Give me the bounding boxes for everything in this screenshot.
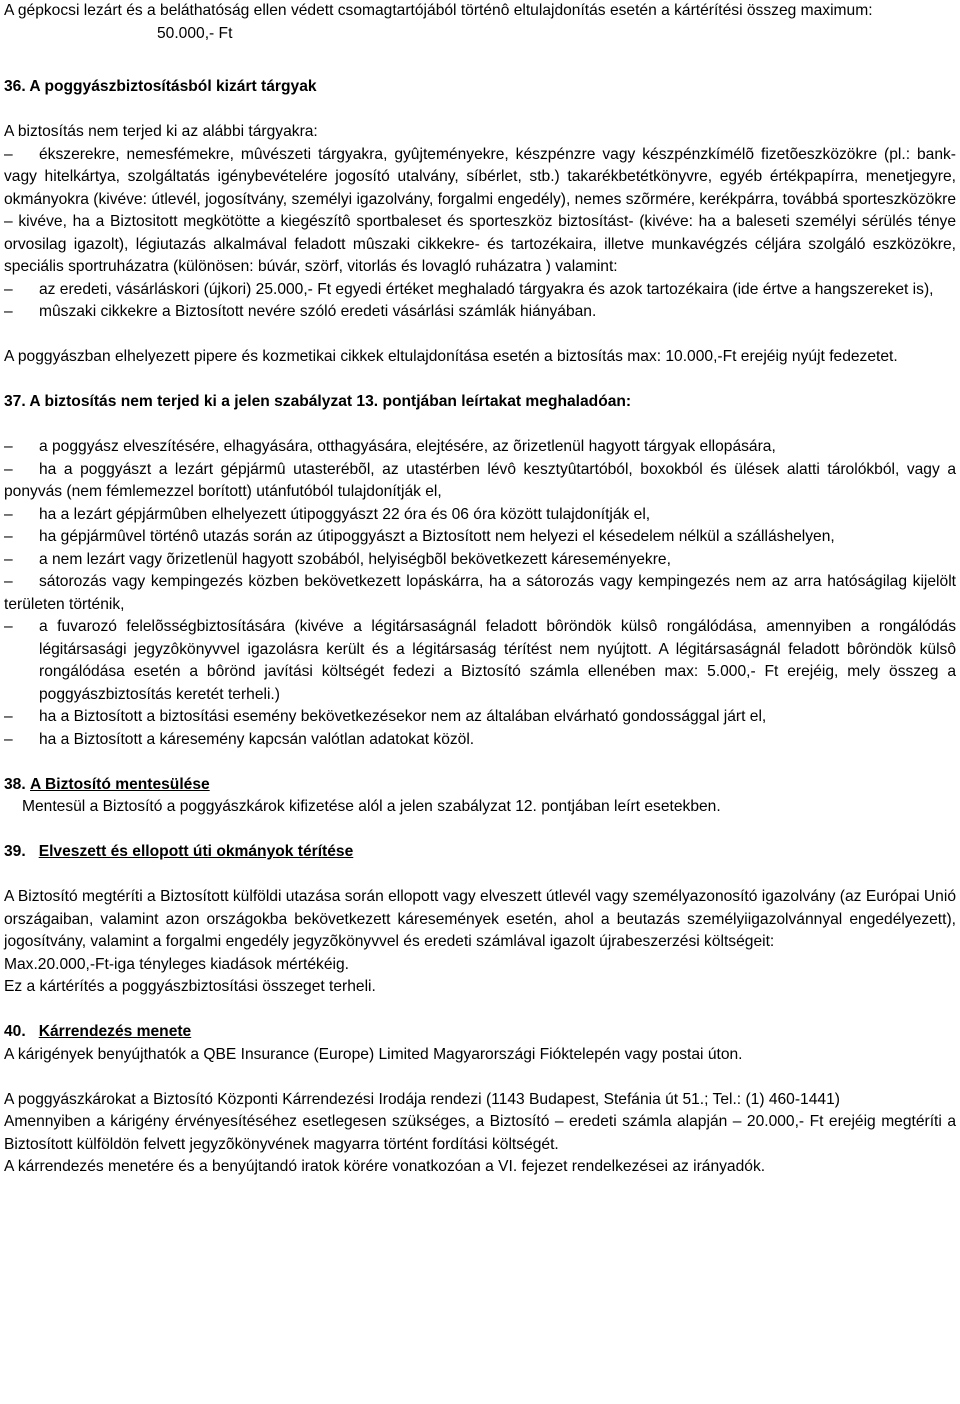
section-38-heading: [4, 774, 956, 797]
section-37-item: [4, 459, 956, 504]
section-36-body: [4, 144, 956, 279]
section-37-item-text: a poggyász elveszítésére, elhagyására, otthagyására, elejtésére, az õrizetlenül hagyott tárgyak ellopására,: [39, 438, 776, 455]
section-37-item: [4, 526, 956, 549]
section-37-item-text: a nem lezárt vagy õrizetlenül hagyott szobából, helyiségbõl bekövetkezett káreseményekre,: [39, 550, 671, 568]
section-37-item: [4, 436, 956, 459]
section-37-item-text: sátorozás vagy kempingezés közben bekövetkezett lopáskárra, ha a sátorozás vagy kempingezés nem az arra hatóságilag kijelölt területen történik,: [4, 573, 956, 613]
section-39-max: Max.20.000,-Ft-iga tényleges kiadások mértékéig.: [4, 955, 349, 973]
intro-amount: 50.000,- Ft: [157, 24, 233, 42]
dash-marker: –: [4, 708, 13, 725]
section-36-body-text: ékszerekre, nemesfémekre, mûvészeti tárgyakra, gyûjteményekre, készpénzre vagy készpénzkímélõ fizetõeszközökre (pl.: bank- vagy hitelkártya, szolgáltatás igénybevételére jogosító utalvány, síbérlet, stb.) takarékbetétkönyvre, egyéb értékpapírra, menetjegyre, okmányokra (kivéve: útlevél, jogosítvány, személyi igazolvány, forgalmi engedély), nemes szõrmére, kerékpárra, továbbá sporteszközökre – kivéve, ha a Biztositott megkötötte a kiegészítô sportbaleset és sporteszköz biztosítást- (kivéve: ha a baleseti személyi sérülés ténye orvosilag igazolt), légiutazás alkalmával feladott mûszaki cikkekre- és tartozékaira, illetve munkavégzés céljára szolgáló eszközökre, speciális sportruházatra (különösen: búvár, szörf, vitorlás és lovagló ruházatra ) valamint:: [4, 145, 956, 275]
section-37-item-text: a fuvarozó felelõsségbiztosítására (kivéve a légitársaságnál feladott bôröndök külsô rongálódása, amennyiben a rongálódás légitársasági jegyzôkönyvvel igazolásra került és a légitársaság térítést nem nyújtott. A légitársaságnál feladott bôröndök külsô rongálódása esetén a bôrönd javítási költségét fedezi a Biztosító számla ellenében max: 5.000,- Ft erejéig, mely összeg a poggyászbiztosítás keretét terheli.): [39, 618, 956, 703]
section-37-item-text: ha a poggyászt a lezárt gépjármû utasterébõl, az utastérben lévô kesztyûtartóból, boxokból és ülések alatti tárolókból, vagy a ponyvás (nem fémlemezzel borított) utánfutóból tulajdonítják el,: [4, 460, 956, 500]
section-37-list: [4, 436, 956, 751]
section-36-item: [4, 279, 956, 302]
section-39-heading: [4, 841, 956, 864]
dash-marker: –: [4, 438, 13, 455]
section-37-item: [4, 706, 956, 729]
section-36-item: [4, 301, 956, 324]
section-40-body: A kárigények benyújthatók a QBE Insurance (Europe) Limited Magyarországi Fióktelepén vagy postai úton.: [4, 1045, 743, 1063]
section-36-cosmetics: A poggyászban elhelyezett pipere és kozmetikai cikkek eltulajdonítása esetén a biztosítás max: 10.000,-Ft erejéig nyújt fedezetet.: [4, 348, 898, 365]
section-36-item-text: mûszaki cikkekre a Biztosított nevére szóló eredeti vásárlási számlák hiányában.: [39, 303, 597, 320]
section-40-number: 40.: [4, 1023, 26, 1040]
section-37-item: [4, 571, 956, 616]
section-40-reimburse: Amennyiben a kárigény érvényesítéséhez esetlegesen szükséges, a Biztosító – eredeti számla alapján – 20.000,- Ft erejéig megtéríti a Biztosított külföldön felvett jegyzõkönyvének magyarra történt fordítási költségét.: [4, 1113, 956, 1153]
section-39-body: A Biztosító megtéríti a Biztosított külföldi utazása során ellopott vagy elveszett útlevél vagy személyazonosító igazolvány (az Európai Unió országaiban, valamint azon országokba bekövetkezett káresemények esetén, ahol a beutazás személyiigazolvánnyal engedélyezett), jogosítvány, valamint a forgalmi engedély jegyzõkönyvvel és eredeti számlával igazolt újrabeszerzési költségeit:: [4, 888, 956, 950]
section-36-title: 36. A poggyászbiztosításból kizárt tárgyak: [4, 78, 317, 95]
section-38-title: A Biztosító mentesülése: [30, 775, 210, 793]
section-37-item-text: ha a lezárt gépjármûben elhelyezett útipoggyászt 22 óra és 06 óra között tulajdonítják el,: [39, 505, 651, 523]
dash-marker: –: [4, 460, 13, 478]
section-39-number: 39.: [4, 843, 26, 860]
section-39-note: Ez a kártérítés a poggyászbiztosítási összeget terheli.: [4, 978, 376, 995]
dash-marker: –: [4, 505, 13, 523]
section-40-title: Kárrendezés menete: [38, 1023, 192, 1040]
section-37-item-text: ha gépjármûvel történô utazás során az útipoggyászt a Biztosított nem helyezi el késedelem nélkül a szálláshelyen,: [39, 528, 835, 545]
section-38-number: 38.: [4, 775, 26, 793]
dash-marker: –: [4, 528, 13, 545]
section-37-title: 37. A biztosítás nem terjed ki a jelen szabályzat 13. pontjában leírtakat meghaladóan:: [4, 393, 632, 410]
section-37-item-text: ha a Biztosított a biztosítási esemény bekövetkezésekor nem az általában elvárható gondossággal járt el,: [39, 708, 767, 725]
section-37-item-text: ha a Biztosított a káresemény kapcsán valótlan adatokat közöl.: [39, 730, 475, 748]
dash-marker: –: [4, 730, 13, 748]
section-37-item: [4, 729, 956, 752]
dash-marker: –: [4, 145, 13, 163]
dash-marker: –: [4, 280, 13, 298]
dash-marker: –: [4, 550, 13, 568]
section-40-heading: [4, 1021, 956, 1044]
dash-marker: –: [4, 303, 13, 320]
section-36-lead: A biztosítás nem terjed ki az alábbi tárgyakra:: [4, 123, 318, 140]
section-40-closing: A kárrendezés menetére és a benyújtandó iratok körére vonatkozóan a VI. fejezet rendelkezései az irányadók.: [4, 1158, 766, 1175]
section-37-item: [4, 504, 956, 527]
section-40-office: A poggyászkárokat a Biztosító Központi Kárrendezési Irodája rendezi (1143 Budapest, Stefánia út 51.; Tel.: (1) 460-1441): [4, 1090, 840, 1108]
section-39-title: Elveszett és ellopott úti okmányok térítése: [38, 843, 354, 860]
section-37-item: [4, 616, 956, 706]
dash-marker: –: [4, 573, 13, 590]
dash-marker: –: [4, 618, 13, 635]
section-37-item: [4, 549, 956, 572]
section-36-item-text: az eredeti, vásárláskori (újkori) 25.000,- Ft egyedi értéket meghaladó tárgyakra és azok tartozékaira (ide értve a hangszereket is),: [39, 280, 934, 298]
section-38-body: Mentesül a Biztosító a poggyászkárok kifizetése alól a jelen szabályzat 12. pontjában leírt esetekben.: [22, 798, 721, 815]
intro-text: A gépkocsi lezárt és a beláthatóság ellen védett csomagtartójából történô eltulajdonítás esetén a kártérítési összeg maximum:: [4, 2, 873, 19]
